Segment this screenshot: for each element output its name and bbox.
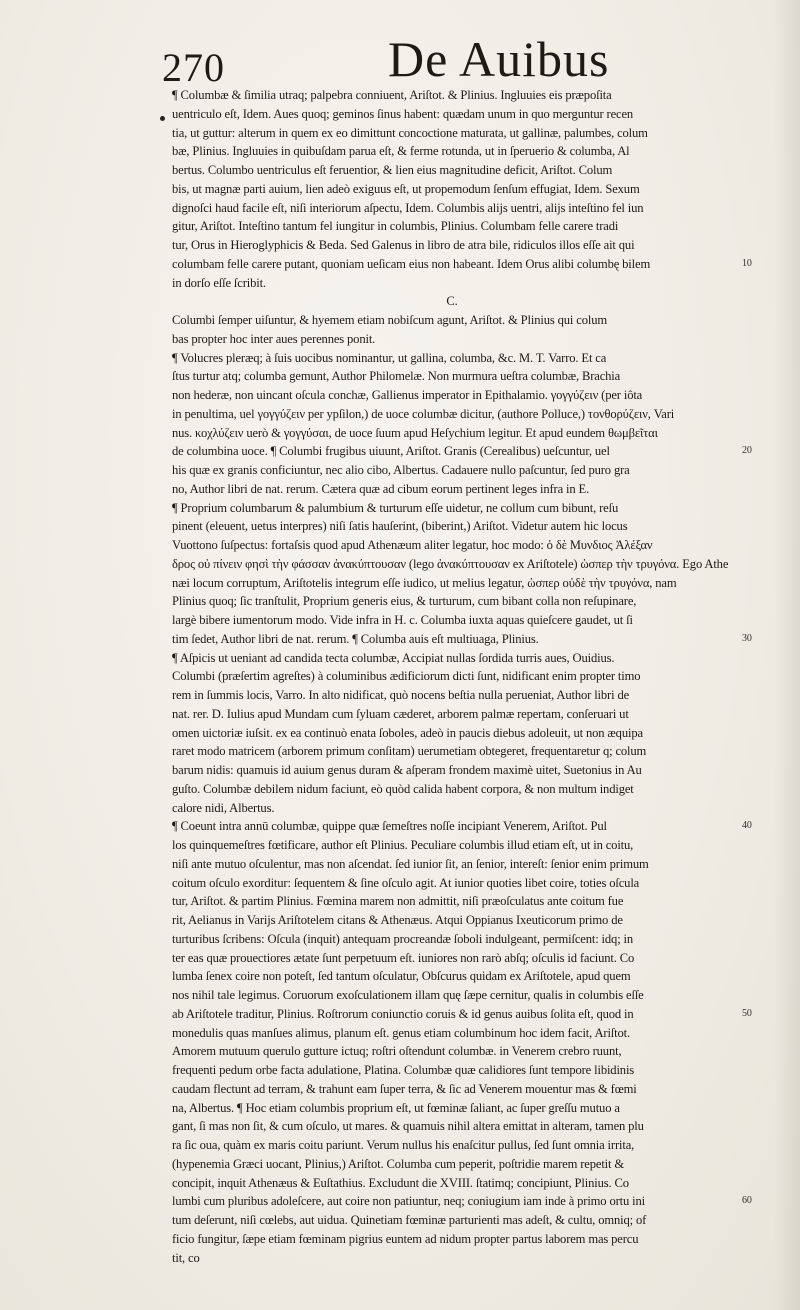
text-line xyxy=(172,855,732,874)
text-line xyxy=(172,236,732,255)
text-line-content: ¶ Proprium columbarum & palumbium & turturum eſſe uidetur, ne collum cum bibunt, reſu xyxy=(172,500,619,515)
margin-line-number: 10 xyxy=(742,257,752,269)
text-line-content: Vuottono ſuſpectus: fortaſsis quod apud Athenæum aliter legatur, hoc modo: ὁ δὲ Μυνδιος Ἀλέξαν xyxy=(172,538,653,552)
text-line xyxy=(172,86,732,105)
text-line xyxy=(172,930,732,949)
margin-line-number: 30 xyxy=(742,632,752,644)
text-line xyxy=(172,1136,732,1155)
text-line xyxy=(172,349,732,368)
text-line-content: δρος οὐ πίνειν φησὶ τὴν φάσσαν ἀνακύπτουσαν (lego ἀνακύπτουσαν ex Ariſtotele) ὡσπερ τὴν τρυγόνα. Ego Athe xyxy=(172,556,729,571)
text-line-content: bas propter hoc inter aues perennes ponit. xyxy=(172,331,376,346)
text-line-content: ra ſic oua, quàm ex maris coitu pariunt. Verum nullus his enaſcitur pullus, ſed ſunt omnia irrita, xyxy=(172,1138,635,1152)
text-line xyxy=(172,424,732,443)
text-line-content: in dorſo eſſe ſcribit. xyxy=(172,275,266,290)
text-line xyxy=(172,1080,732,1099)
text-line xyxy=(172,1174,732,1193)
text-line-content: ¶ Columbæ & ſimilia utraq; palpebra conniuent, Ariſtot. & Plinius. Ingluuies eis præpoſita xyxy=(172,88,612,102)
text-line-content: uentriculo eſt, Idem. Aues quoq; geminos ſinus habent: quædam unum in quo merguntur recen xyxy=(172,106,634,121)
text-line-content: ſtus turtur atq; columba gemunt, Author Philomelæ. Non murmura ueſtra columbæ, Brachia xyxy=(172,369,621,384)
text-line xyxy=(172,1099,732,1118)
text-line-content: tia, ut guttur: alterum in quem ex eo dimittunt concoctione maturata, ut gallinæ, palumbes, colum xyxy=(172,125,648,140)
text-line xyxy=(172,780,732,799)
text-line xyxy=(172,686,732,705)
text-line-content: gant, ſi mas non ſit, & cum oſculo, ut mares. & quamuis nihil altera emittat in alteram, tamen plu xyxy=(172,1119,644,1134)
text-line-content: ¶ Aſpicis ut ueniant ad candida tecta columbæ, Accipiat nullas ſordida turris aues, Ouidius. xyxy=(172,650,615,665)
text-line-content: ¶ Volucres pleræq; à ſuis uocibus nominantur, ut gallina, columba, &c. M. T. Varro. Et ca xyxy=(172,350,607,365)
text-line-content: caudam flectunt ad terram, & trahunt eam ſuper terra, & ſic ad Venerem mouentur mas & fœmi xyxy=(172,1081,637,1096)
text-line xyxy=(172,536,732,555)
text-line-content: rem in ſummis locis, Varro. In alto nidificat, quò nocens beſtia nulla perueniat, Author libri de xyxy=(172,688,630,702)
text-line xyxy=(172,442,752,461)
text-line xyxy=(172,630,752,649)
text-line xyxy=(172,1005,752,1024)
text-line-content: omen uictoriæ iuſsit. ex ea continuò enata ſoboles, adeò in paucis diebus adoleuit, ut non æquipa xyxy=(172,725,643,740)
text-line xyxy=(172,292,732,311)
text-line xyxy=(172,1117,732,1136)
text-line xyxy=(172,311,732,330)
text-line-content: niſi ante mutuo oſculentur, mas non aſcendat. ſed iunior ſit, an ſenior, intereſt: ſenior enim primum xyxy=(172,856,649,871)
text-line xyxy=(172,911,732,930)
text-line-content: monedulis quas manſues alimus, planum eſt. genus etiam columbinum hoc idem facit, Ariſtot. xyxy=(172,1025,630,1040)
text-line-content: in penultima, uel γογγύζειν per ypſilon,) de uoce columbæ dicitur, (authore Polluce,) τονθορύζειν, Vari xyxy=(172,406,675,421)
text-line-content: nus. κοχλύζειν uerò & γογγύσαι, de uoce ſuum apud Heſychium legitur. Et apud eundem θωμβεῖται xyxy=(172,425,658,440)
text-line xyxy=(172,405,732,424)
text-line-content: coitum oſculo exorditur: ſequentem & ſine oſculo agit. At iunior quoties libet coire, toties oſcula xyxy=(172,875,640,890)
text-line xyxy=(172,517,732,536)
text-line-content: lumba ſenex coire non poteſt, ſed tantum oſculatur, Obſcurus quidam ex Ariſtotele, apud quem xyxy=(172,969,631,984)
text-line-content: (hypenemia Græci uocant, Plinius,) Ariſtot. Columba cum peperit, poſtridie marem repetit & xyxy=(172,1156,625,1171)
text-line xyxy=(172,461,732,480)
text-line-content: tur, Orus in Hieroglyphicis & Beda. Sed Galenus in libro de atra bile, ridiculos illos eſſe ait qui xyxy=(172,238,635,252)
page-number: 270 xyxy=(162,45,225,90)
text-line-content: tur, Ariſtot. & partim Plinius. Fœmina marem non admittit, niſi præoſculatus ante coitum fue xyxy=(172,894,624,909)
text-line xyxy=(172,649,732,668)
text-line-content: ficio fungitur, ſæpe etiam fœminam pigrius euntem ad nidum propter partus laborem mas percu xyxy=(172,1231,639,1246)
text-line xyxy=(172,742,732,761)
text-line-content: gitur, Ariſtot. Inteſtino tantum fel iungitur in columbis, Plinius. Columbam felle carere tradi xyxy=(172,219,619,234)
text-line-content: Columbi ſemper uiſuntur, & hyemem etiam nobiſcum agunt, Ariſtot. & Plinius qui colum xyxy=(172,313,607,327)
text-line xyxy=(172,949,732,968)
text-line-content: nat. rer. D. Iulius apud Mundam cum ſyluam cæderet, arborem palmæ repertam, conſeruari ut xyxy=(172,706,629,721)
text-line xyxy=(172,705,732,724)
text-line-content: dignoſci haud facile eſt, niſi interiorum aſpectu, Idem. Columbis alijs uentri, alijs inteſtino fel iun xyxy=(172,200,644,215)
text-line-content: raret modo matricem (arborem primum conſitam) uerumetiam obtegeret, frequentaretur q; colum xyxy=(172,744,647,759)
text-line xyxy=(172,724,732,743)
text-line xyxy=(172,1192,752,1211)
text-line-content: frequenti pedum orbe facta adulatione, Platina. Columbæ quæ calidiores ſunt tempore libidinis xyxy=(172,1063,635,1077)
text-line xyxy=(172,799,732,818)
ink-dot xyxy=(160,116,165,121)
text-line xyxy=(172,836,732,855)
text-line xyxy=(172,180,732,199)
text-line-content: ab Ariſtotele traditur, Plinius. Roſtrorum coniunctio coruis & id genus auibus ſolita eſt, quod in xyxy=(172,1006,634,1021)
text-line-content: tim ſedet, Author libri de nat. rerum. ¶ Columba auis eſt multiuaga, Plinius. xyxy=(172,631,539,646)
text-line xyxy=(172,367,732,386)
text-line-content: barum nidis: quamuis id auium genus duram & aſperam frondem maximè uitet, Suetonius in Au xyxy=(172,763,642,777)
text-line xyxy=(172,1061,732,1080)
text-line xyxy=(172,480,732,499)
margin-line-number: 60 xyxy=(742,1195,752,1207)
text-line xyxy=(172,199,732,218)
text-line xyxy=(172,330,732,349)
margin-line-number: 20 xyxy=(742,445,752,457)
running-head: De Auibus xyxy=(388,31,610,87)
text-line xyxy=(172,142,732,161)
text-line xyxy=(172,592,732,611)
text-line-content: næi locum corruptum, Ariſtotelis integrum eſſe iudico, ut melius legatur, ὡσπερ οὐδὲ τὴν τρυγόνα, nam xyxy=(172,575,677,590)
text-line-content: largè bibere iumentorum modo. Vide infra in H. c. Columba iuxta aquas quieſcere gaudet, ut ſi xyxy=(172,613,633,627)
text-line xyxy=(172,611,732,630)
text-line-content: guſto. Columbæ debilem nidum faciunt, eò quòd calida habent corpora, & non multum indiget xyxy=(172,781,634,796)
text-line-content: bertus. Columbo uentriculus eſt feruentior, & lien eius magnitudine deficit, Ariſtot. Colum xyxy=(172,163,613,177)
text-line-content: Columbi (præſertim agreſtes) à columinibus ædificiorum dicti ſunt, nidificant enim propter timo xyxy=(172,669,641,684)
text-line-content: tit, co xyxy=(172,1250,200,1265)
text-line-content: his quæ ex granis conficiuntur, nec alio cibo, Albertus. Cadauere nullo paſcuntur, ſed puro gra xyxy=(172,463,630,477)
text-line-content: nos nihil tale legimus. Coruorum exoſculationem illam quę ſæpe cernitur, qualis in columbis eſſe xyxy=(172,988,644,1002)
text-line-content: Amorem mutuum querulo gutture ictuq; roſtri oſtendunt columbæ. in Venerem crebro ruunt, xyxy=(172,1044,622,1059)
text-line xyxy=(172,161,732,180)
text-line xyxy=(172,1211,732,1230)
text-line xyxy=(172,274,732,293)
text-line-content: tum deſerunt, niſi cœlebs, aut uidua. Quinetiam fœminæ parturienti mas adeſt, & cultu, omniq; of xyxy=(172,1213,647,1227)
text-line-content: de columbina uoce. ¶ Columbi frugibus uiuunt, Ariſtot. Granis (Cerealibus) ueſcuntur, uel xyxy=(172,444,610,459)
text-line-content: columbam felle carere putant, quoniam ueſicam eius non habeant. Idem Orus alibi columbę bilem xyxy=(172,256,651,271)
text-line xyxy=(172,986,732,1005)
margin-line-number: 40 xyxy=(742,820,752,832)
text-line xyxy=(172,1230,732,1249)
text-line xyxy=(172,874,732,893)
text-line xyxy=(172,761,732,780)
text-line-content: bæ, Plinius. Ingluuies in quibuſdam parua eſt, & ferme rotunda, ut in ſperuerio & columba, Al xyxy=(172,144,630,159)
page-header xyxy=(160,30,720,90)
text-line xyxy=(172,667,732,686)
text-line xyxy=(172,555,732,574)
text-line xyxy=(172,967,732,986)
text-line xyxy=(172,499,732,518)
text-line-content: concipit, inquit Athenæus & Euſtathius. Excludunt die XVIII. ſtatimq; concipiunt, Plinius. Co xyxy=(172,1175,629,1190)
body-text xyxy=(172,86,752,1267)
text-line-content: C. xyxy=(446,294,458,309)
text-line xyxy=(172,1042,732,1061)
text-line-content: rit, Aelianus in Varijs Ariſtotelem citans & Athenæus. Atqui Oppianus Ixeuticorum primo de xyxy=(172,913,623,927)
text-line xyxy=(172,386,732,405)
text-line xyxy=(172,892,732,911)
text-line xyxy=(172,255,752,274)
text-line xyxy=(172,105,732,124)
text-line xyxy=(172,1155,732,1174)
text-line-content: no, Author libri de nat. rerum. Cætera quæ ad cibum eorum pertinent leges infra in E. xyxy=(172,481,590,496)
page-edge-shadow xyxy=(774,0,800,1310)
text-line-content: calore nidi, Albertus. xyxy=(172,800,275,815)
text-line-content: ter eas quæ prouectiores ætate ſunt perpetuum eſt. iuniores non rarò abſq; oſculis id faciunt. Co xyxy=(172,950,635,965)
margin-line-number: 50 xyxy=(742,1007,752,1019)
text-line-content: turturibus ſcribens: Oſcula (inquit) antequam procreandæ ſoboli indulgeant, permiſcent: idq; in xyxy=(172,931,634,946)
text-line-content: ¶ Coeunt intra annū columbæ, quippe quæ ſemeſtres noſſe incipiant Venerem, Ariſtot. Pul xyxy=(172,819,607,834)
text-line-content: lumbi cum pluribus adoleſcere, aut coire non patiuntur, neq; coniugium iam inde à primo ortu ini xyxy=(172,1194,645,1209)
text-line-content: non hederæ, non uincant oſcula conchæ, Gallienus imperator in Epithalamio. γογγύζειν (per iôta xyxy=(172,388,643,402)
text-line xyxy=(172,1249,732,1268)
text-line-content: na, Albertus. ¶ Hoc etiam columbis proprium eſt, ut fœminæ ſaliant, ac ſuper greſſu mutuo a xyxy=(172,1100,620,1115)
text-line xyxy=(172,217,732,236)
text-line xyxy=(172,124,732,143)
text-line-content: pinent (eleuent, uetus interpres) niſi ſatis hauſerint, (biberint,) Ariſtot. Videtur autem hic locus xyxy=(172,519,628,534)
text-line-content: bis, ut magnæ parti auium, lien adeò exiguus eſt, ut propemodum ſenſum effugiat, Idem. Sexum xyxy=(172,181,640,196)
text-line-content: los quinquemeſtres fœtificare, author eſt Plinius. Peculiare columbis illud etiam eſt, ut in coitu, xyxy=(172,838,634,852)
text-line-content: Plinius quoq; ſic tranſtulit, Proprium generis eius, & turturum, cum bibant colla non reſupinare, xyxy=(172,594,637,609)
text-line xyxy=(172,574,732,593)
text-line xyxy=(172,1024,732,1043)
text-line xyxy=(172,817,752,836)
